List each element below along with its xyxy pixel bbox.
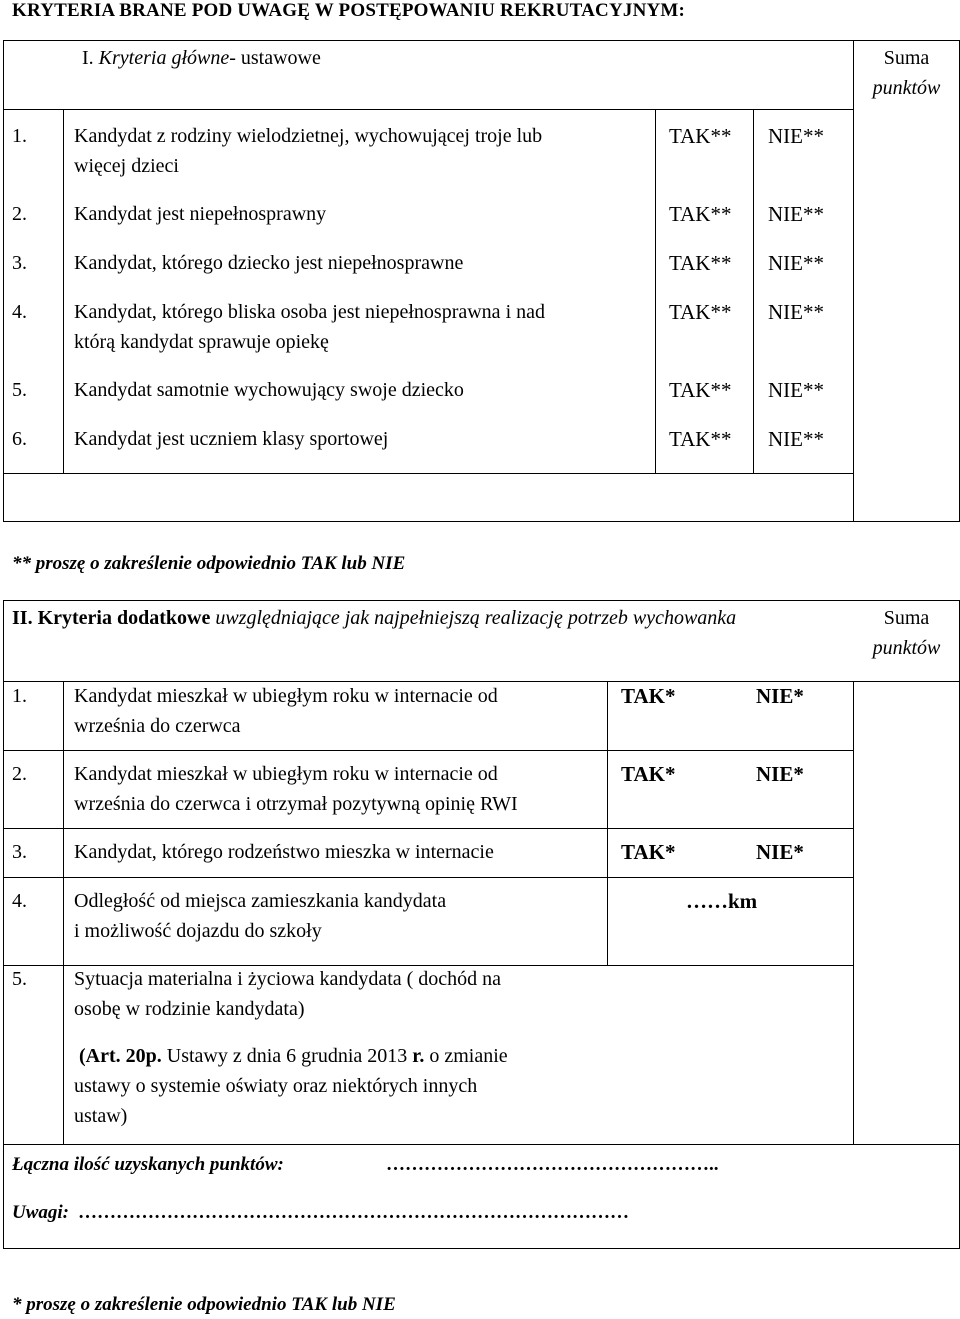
row-5-tak[interactable]: TAK** [669, 378, 732, 402]
row-2-4-text: Odległość od miejsca zamieszkania kandydata i możliwość dojazdu do szkoły [74, 890, 447, 942]
row-1-tak[interactable]: TAK** [669, 124, 732, 148]
footnote-section-1: ** proszę o zakreślenie odpowiednio TAK lub NIE [12, 553, 406, 574]
row-2-3-number: 3. [12, 841, 27, 863]
row-2-1-nie[interactable]: NIE* [756, 684, 804, 708]
row-4-tak[interactable]: TAK** [669, 300, 732, 324]
row-4-number: 4. [12, 301, 27, 323]
legal-reference: (Art. 20p. Ustawy z dnia 6 grudnia 2013 r. o zmianie ustawy o systemie oświaty oraz niektórych innych ustaw) [74, 1045, 508, 1127]
row-5-nie[interactable]: NIE** [768, 378, 824, 402]
uwagi-label: Uwagi: [12, 1202, 69, 1223]
distance-km-field[interactable]: ……km [686, 889, 758, 913]
row-3-tak[interactable]: TAK** [669, 251, 732, 275]
section-2-title: II. Kryteria dodatkowe uwzględniające jak najpełniejszą realizację potrzeb wychowanka [12, 607, 737, 629]
row-2-tak[interactable]: TAK** [669, 202, 732, 226]
row-2-2-text: Kandydat mieszkał w ubiegłym roku w internacie od września do czerwca i otrzymał pozytywną opinię RWI [74, 763, 518, 815]
row-1-nie[interactable]: NIE** [768, 124, 824, 148]
row-3-number: 3. [12, 252, 27, 274]
row-4-nie[interactable]: NIE** [768, 300, 824, 324]
row-2-3-tak[interactable]: TAK* [621, 840, 676, 864]
row-2-4-number: 4. [12, 890, 27, 912]
section-1-suma-header: Suma punktów [872, 47, 941, 99]
row-4-text: Kandydat, którego bliska osoba jest niepełnosprawna i nad którą kandydat sprawuje opiekę [74, 301, 545, 353]
page-header: KRYTERIA BRANE POD UWAGĘ W POSTĘPOWANIU REKRUTACYJNYM: [12, 0, 686, 21]
row-2-1-tak[interactable]: TAK* [621, 684, 676, 708]
row-2-2-tak[interactable]: TAK* [621, 762, 676, 786]
row-3-text: Kandydat, którego dziecko jest niepełnosprawne [74, 252, 464, 274]
row-6-nie[interactable]: NIE** [768, 427, 824, 451]
row-2-1-number: 1. [12, 685, 27, 707]
row-2-number: 2. [12, 203, 27, 225]
section-1-title: I. Kryteria główne- ustawowe [82, 47, 321, 69]
row-1-number: 1. [12, 125, 27, 147]
row-2-5-text: Sytuacja materialna i życiowa kandydata ( dochód na osobę w rodzinie kandydata) [74, 968, 502, 1020]
row-6-tak[interactable]: TAK** [669, 427, 732, 451]
row-2-3-nie[interactable]: NIE* [756, 840, 804, 864]
row-2-nie[interactable]: NIE** [768, 202, 824, 226]
row-2-1-text: Kandydat mieszkał w ubiegłym roku w internacie od września do czerwca [74, 685, 498, 737]
row-5-text: Kandydat samotnie wychowujący swoje dziecko [74, 379, 464, 401]
total-points-field[interactable]: …………………………………………….. [386, 1154, 719, 1175]
uwagi-field[interactable]: …………………………………………………………………………… [78, 1202, 629, 1223]
row-2-5-number: 5. [12, 968, 27, 990]
total-points-label: Łączna ilość uzyskanych punktów: [12, 1154, 284, 1175]
footnote-section-2: * proszę o zakreślenie odpowiednio TAK lub NIE [12, 1294, 396, 1315]
row-1-text: Kandydat z rodziny wielodzietnej, wychowującej troje lub więcej dzieci [74, 125, 543, 177]
row-2-3-text: Kandydat, którego rodzeństwo mieszka w internacie [74, 841, 494, 863]
row-5-number: 5. [12, 379, 27, 401]
row-6-number: 6. [12, 428, 27, 450]
row-2-text: Kandydat jest niepełnosprawny [74, 203, 327, 225]
section-2-suma-header: Suma punktów [872, 607, 941, 659]
row-2-2-number: 2. [12, 763, 27, 785]
row-6-text: Kandydat jest uczniem klasy sportowej [74, 428, 389, 450]
row-3-nie[interactable]: NIE** [768, 251, 824, 275]
row-2-2-nie[interactable]: NIE* [756, 762, 804, 786]
